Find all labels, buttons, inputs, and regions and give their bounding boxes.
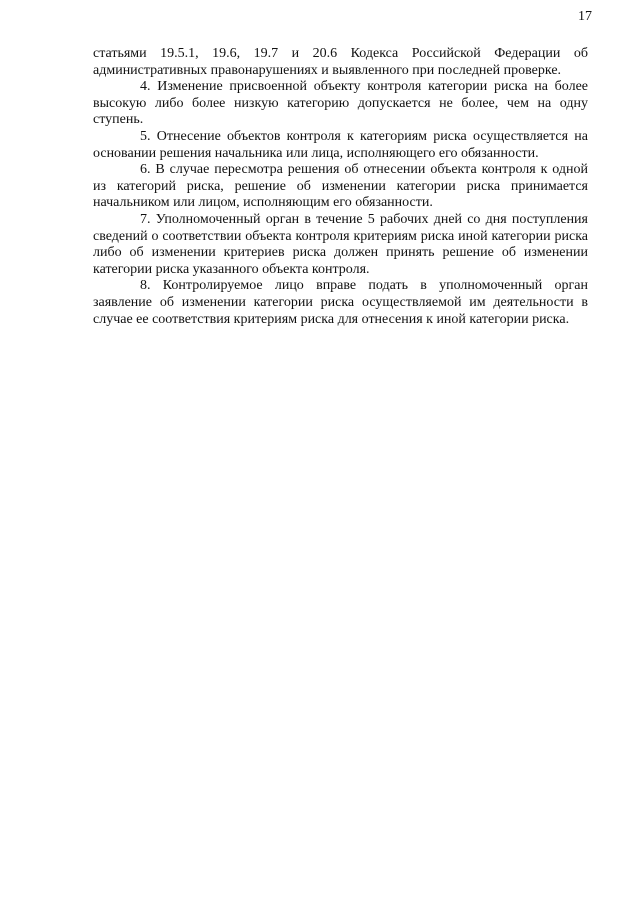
paragraph-4: 4. Изменение присвоенной объекту контроля категории риска на более высокую либо более низкую категорию допускается не более, чем на одну ступень. bbox=[93, 79, 588, 128]
paragraph-5: 5. Отнесение объектов контроля к категориям риска осуществляется на основании решения начальника или лица, исполняющего его обязанности. bbox=[93, 128, 588, 161]
paragraph-continuation: статьями 19.5.1, 19.6, 19.7 и 20.6 Кодекса Российской Федерации об административных правонарушениях и выявленного при последней проверке. bbox=[93, 46, 588, 78]
document-body bbox=[93, 46, 588, 328]
paragraph-7: 7. Уполномоченный орган в течение 5 рабочих дней со дня поступления сведений о соответствии объекта контроля критериям риска иной категории риска либо об изменении критериев риска должен принять решение об изменении категории риска указанного объекта контроля. bbox=[93, 211, 588, 277]
paragraph-8: 8. Контролируемое лицо вправе подать в уполномоченный орган заявление об изменении категории риска осуществляемой им деятельности в случае ее соответствия критериям риска для отнесения к иной категории риска. bbox=[93, 278, 588, 327]
paragraph-6: 6. В случае пересмотра решения об отнесении объекта контроля к одной из категорий риска, решение об изменении категории риска принимается начальником или лицом, исполняющим его обязанности. bbox=[93, 162, 588, 211]
page-number: 17 bbox=[578, 9, 592, 24]
